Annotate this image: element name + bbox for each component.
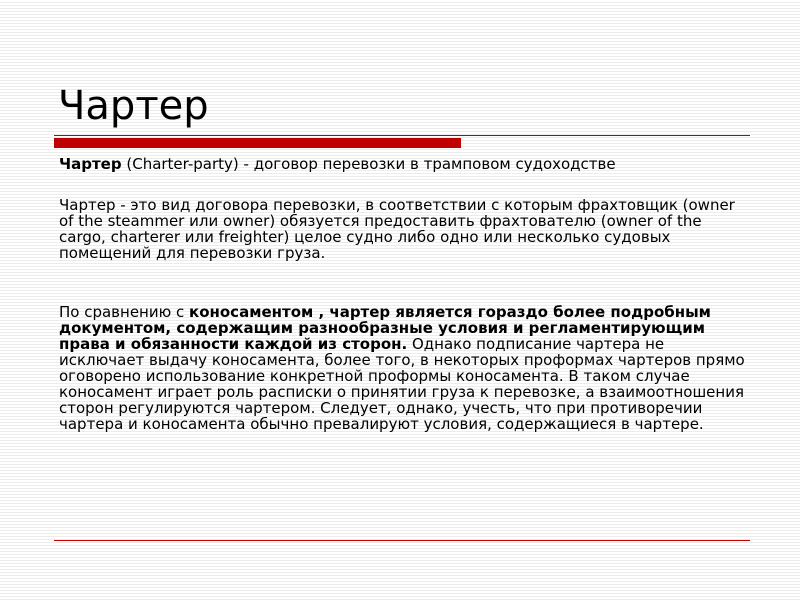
- definition-rest: (Charter-party) - договор перевозки в трамповом судоходстве: [121, 155, 616, 173]
- comparison-bold: коносаментом , чартер является гораздо более подробным документом, содержащим разнообразные условия и регламентирующим права и обязанности каждой из сторон.: [59, 303, 711, 353]
- title-underline-thin: [54, 135, 750, 136]
- footer-rule: [54, 540, 750, 541]
- title-underline-thick: [54, 138, 461, 148]
- definition-paragraph: [59, 156, 749, 172]
- slide-title: Чартер: [58, 83, 209, 129]
- description-paragraph: Чартер - это вид договора перевозки, в соответствии с которым фрахтовщик (owner of the steammer или owner) обязуется предоставить фрахтователю (owner of the cargo, charterer или freighter) целое судно либо одно или несколько судовых помещений для перевозки груза.: [59, 196, 735, 262]
- definition-term: Чартер: [59, 155, 122, 173]
- comparison-rest: Однако подписание чартера не исключает выдачу коносамента, более того, в некоторых проформах чартеров прямо оговорено использование конкретной проформы коносамента. В таком случае коносамент играет роль расписки о принятии груза к перевозке, а взаимоотношения сторон регулируются чартером. Следует, однако, учесть, что при противоречии чартера и коносамента обычно превалируют условия, содержащиеся в чартере.: [59, 335, 745, 433]
- comparison-intro: По сравнению с: [59, 303, 190, 321]
- comparison-paragraph: [59, 304, 749, 432]
